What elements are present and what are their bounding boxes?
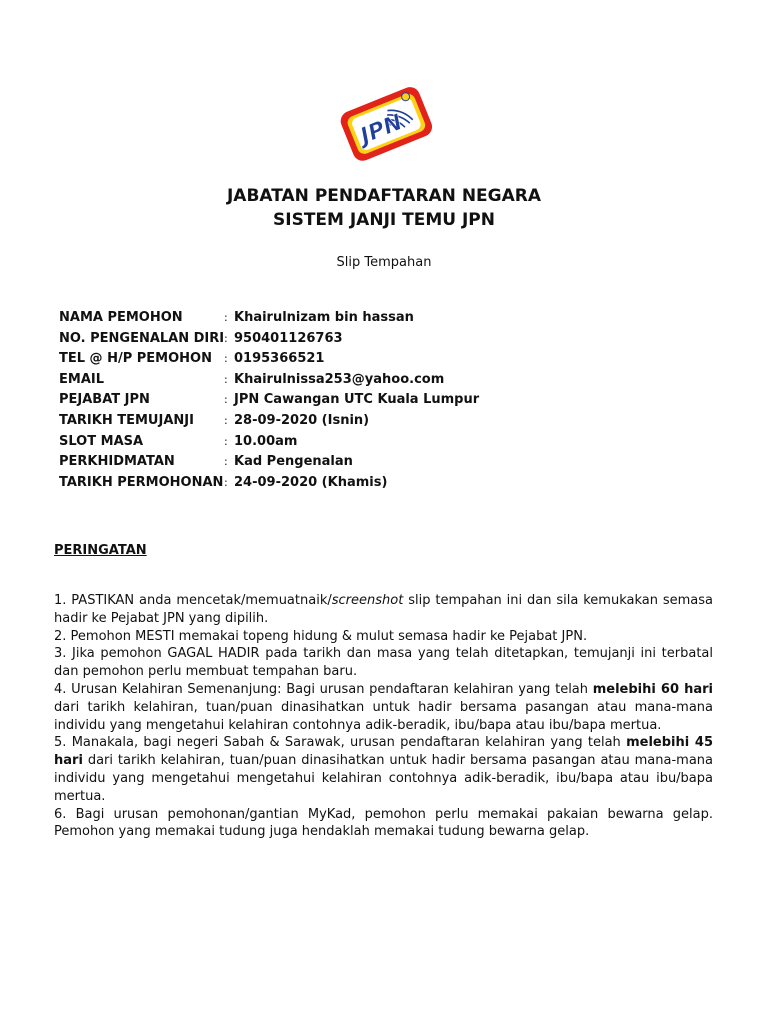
applicant-details	[59, 308, 479, 493]
note-6	[54, 806, 713, 842]
detail-value: 950401126763	[234, 330, 343, 346]
detail-value: Khairulnizam bin hassan	[234, 310, 414, 325]
detail-separator: :	[224, 331, 228, 345]
jpn-logo	[334, 76, 438, 170]
jpn-logo-graphic	[334, 76, 438, 170]
detail-value: 28-09-2020 (Isnin)	[234, 412, 370, 428]
detail-label: EMAIL	[59, 371, 104, 387]
note-2	[54, 628, 713, 646]
note-text: dari tarikh kelahiran, tuan/puan dinasihatkan untuk hadir bersama pasangan atau mana-mana individu yang mengetahui kelahiran contohnya adik-beradik, ibu/bapa atau ibu/bapa mertua.	[54, 699, 713, 733]
detail-separator: :	[224, 352, 228, 366]
detail-label: TARIKH PERMOHONAN	[59, 474, 224, 490]
note-emphasis: melebihi 60 hari	[592, 681, 713, 697]
detail-label: PERKHIDMATAN	[59, 454, 175, 470]
note-text: slip tempahan ini dan sila kemukakan semasa hadir ke Pejabat JPN yang dipilih.	[54, 593, 714, 626]
jpn-logo-text: JPN	[357, 110, 407, 150]
note-text: dari tarikh kelahiran, tuan/puan dinasihatkan untuk hadir bersama pasangan atau mana-mana individu yang mengetahui mengetahui kelahiran contohnya adik-beradik, ibu/bapa atau ibu/bapa mertua.	[54, 753, 713, 804]
detail-value: Kad Pengenalan	[234, 454, 353, 470]
detail-separator: :	[224, 475, 228, 489]
detail-separator: :	[224, 393, 228, 407]
note-5	[54, 734, 713, 805]
detail-label: NAMA PEMOHON	[59, 310, 183, 325]
note-text: 4. Urusan Kelahiran Semenanjung: Bagi urusan pendaftaran kelahiran yang telah	[54, 681, 593, 697]
warning-notes	[54, 592, 713, 841]
detail-value: 0195366521	[234, 351, 325, 367]
detail-separator: :	[224, 434, 228, 448]
detail-row-time-slot	[59, 432, 479, 453]
detail-value: Khairulnissa253@yahoo.com	[234, 371, 445, 387]
detail-label: TEL @ H/P PEMOHON	[59, 351, 212, 367]
note-text: 3. Jika pemohon GAGAL HADIR pada tarikh dan masa yang telah ditetapkan, temujanji ini terbatal dan pemohon perlu membuat tempahan baru.	[54, 646, 713, 680]
detail-label: NO. PENGENALAN DIRI	[59, 330, 225, 346]
note-italic: screenshot	[331, 593, 404, 608]
detail-separator: :	[224, 455, 228, 469]
detail-value: 10.00am	[234, 433, 298, 449]
note-1	[54, 592, 713, 628]
detail-label: SLOT MASA	[59, 433, 144, 449]
note-text: 5. Manakala, bagi negeri Sabah & Sarawak, urusan pendaftaran kelahiran yang telah	[54, 735, 627, 751]
warning-heading: PERINGATAN	[54, 543, 147, 558]
agency-title: JABATAN PENDAFTARAN NEGARA	[226, 186, 542, 206]
detail-separator: :	[224, 372, 228, 386]
note-text: 2. Pemohon MESTI memakai topeng hidung & mulut semasa hadir ke Pejabat JPN.	[54, 628, 588, 644]
detail-row-appointment-date	[59, 411, 479, 432]
detail-row-application-date	[59, 473, 479, 494]
note-4	[54, 681, 713, 734]
detail-row-phone	[59, 349, 479, 370]
note-3	[54, 645, 713, 681]
detail-label: TARIKH TEMUJANJI	[59, 412, 194, 428]
detail-row-office	[59, 390, 479, 411]
detail-row-email	[59, 370, 479, 391]
detail-row-ic	[59, 329, 479, 350]
detail-value: JPN Cawangan UTC Kuala Lumpur	[234, 392, 480, 408]
detail-separator: :	[224, 413, 228, 427]
detail-row-nama	[59, 308, 479, 329]
note-emphasis: melebihi 45 hari	[54, 735, 714, 769]
system-title: SISTEM JANJI TEMU JPN	[273, 210, 495, 230]
detail-value: 24-09-2020 (Khamis)	[234, 474, 388, 490]
slip-subtitle: Slip Tempahan	[336, 255, 432, 270]
note-text: 6. Bagi urusan pemohonan/gantian MyKad, pemohon perlu memakai pakaian bewarna gelap. Pemohon yang memakai tudung juga hendaklah memakai tudung bewarna gelap.	[54, 806, 713, 840]
detail-row-service	[59, 452, 479, 473]
detail-label: PEJABAT JPN	[59, 392, 150, 408]
note-text: 1. PASTIKAN anda mencetak/memuatnaik/	[54, 593, 332, 608]
detail-separator: :	[224, 311, 228, 324]
